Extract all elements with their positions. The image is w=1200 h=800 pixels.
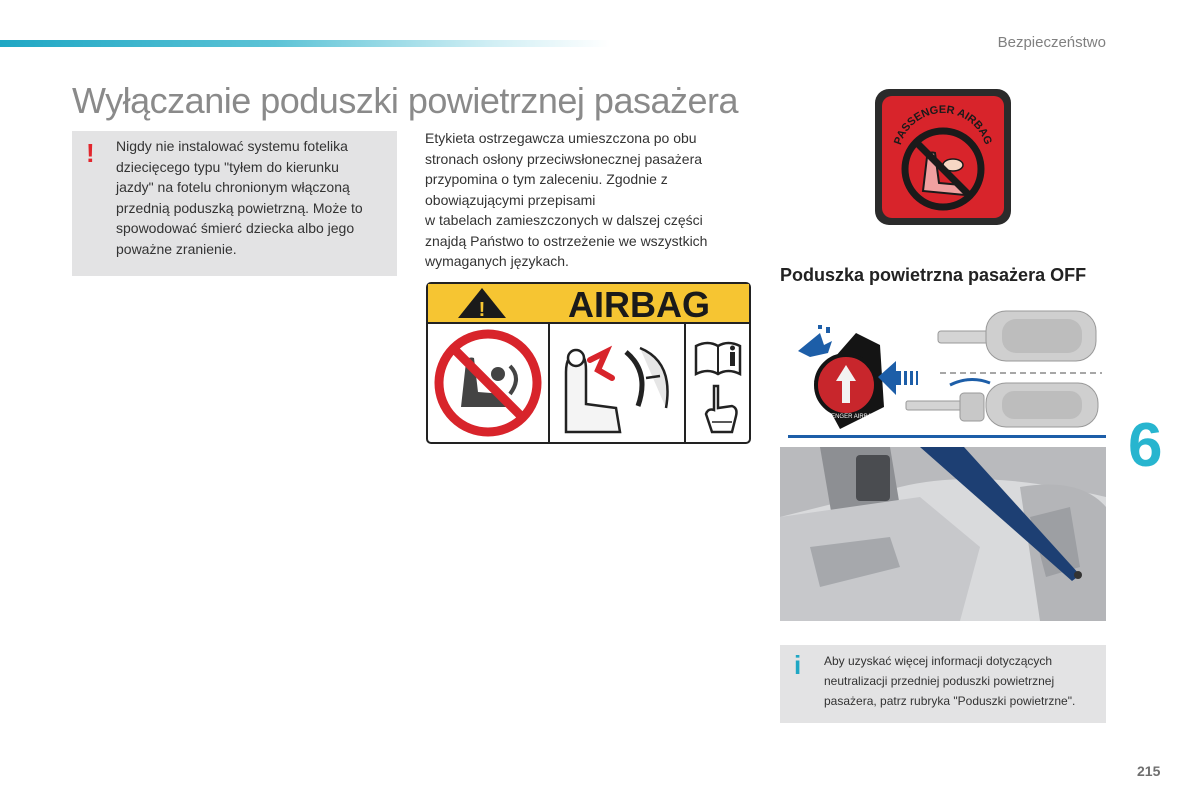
info-line: neutralizacji przedniej poduszki powietrznej [824, 674, 1055, 688]
key-blade-insert-icon [906, 383, 1098, 427]
body-line: Etykieta ostrzegawcza umieszczona po obu [425, 130, 697, 146]
body-line: wymaganych językach. [425, 253, 569, 269]
key-switch-figure [780, 305, 1106, 440]
airbag-off-heading: Poduszka powietrzna pasażera OFF [780, 265, 1087, 285]
body-line: w tabelach zamieszczonych w dalszej części [425, 212, 703, 228]
passenger-airbag-arc-text: PASSENGER AIRBAG [891, 103, 995, 147]
dial-text: PASSENGER AIRBAG [815, 414, 877, 420]
airbag-warning-label [426, 282, 751, 444]
body-paragraph [425, 128, 755, 272]
airbag-label-text: AIRBAG [568, 284, 710, 325]
header-accent-bar [0, 40, 610, 47]
info-icon: i [794, 650, 802, 680]
page-number: 215 [1137, 763, 1161, 779]
info-line: pasażera, patrz rubryka "Poduszki powietrzne". [824, 694, 1076, 708]
warning-line: dziecięcego typu "tyłem do kierunku [116, 158, 339, 175]
warning-line: jazdy" na fotelu chronionym włączoną [116, 179, 350, 195]
body-line: obowiązującymi przepisami [425, 191, 596, 208]
passenger-airbag-label [873, 87, 1013, 227]
warning-text [116, 136, 391, 259]
car-key-icon [938, 311, 1096, 361]
info-line: Aby uzyskać więcej informacji dotyczących [824, 654, 1053, 668]
manual-book-icon [696, 343, 740, 374]
chapter-number: 6 [1128, 411, 1163, 480]
warning-line: przednią poduszką powietrzną. Może to [116, 199, 363, 216]
warning-exclamation-icon: ! [86, 138, 95, 168]
page-title: Wyłączanie poduszki powietrznej pasażera [72, 80, 739, 121]
body-line: przypomina o tym zaleceniu. Zgodnie z [425, 171, 668, 187]
push-arrow-icon [878, 361, 918, 395]
body-line: znajdą Państwo to ostrzeżenie we wszystkich [425, 232, 708, 249]
warning-line: poważne zranienie. [116, 240, 237, 257]
warning-triangle-mark: ! [478, 299, 486, 321]
dashboard-image [780, 447, 1106, 621]
arrow-left-icon [798, 325, 832, 357]
warning-line: Nigdy nie instalować systemu fotelika [116, 138, 348, 154]
section-title: Bezpieczeństwo [997, 34, 1106, 51]
body-line: stronach osłony przeciwsłonecznej pasażera [425, 150, 703, 167]
warning-line: spowodować śmierć dziecka albo jego [116, 220, 355, 236]
info-text [824, 651, 1104, 711]
no-rear-facing-seat-icon [439, 334, 537, 432]
